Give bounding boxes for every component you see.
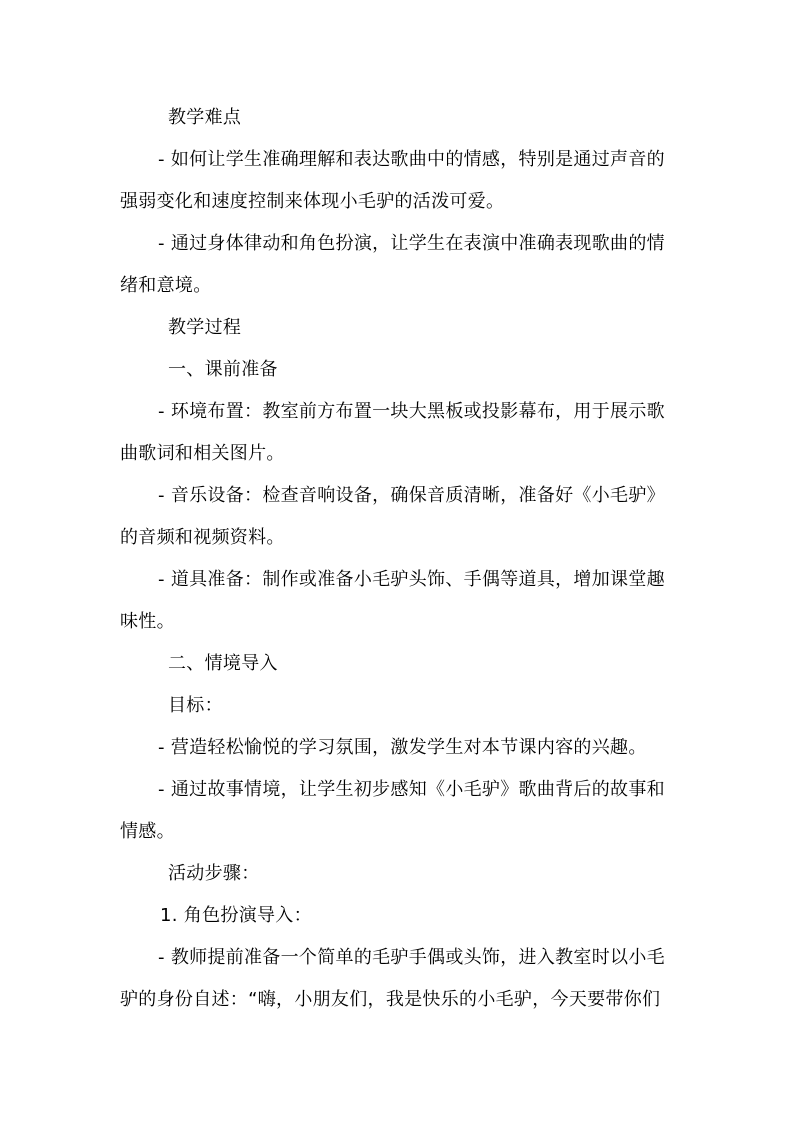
paragraph-line: - 道具准备：制作或准备小毛驴头饰、手偶等道具，增加课堂趣 bbox=[158, 569, 665, 590]
heading-situation-introduction: 二、情境导入 bbox=[168, 653, 278, 674]
paragraph-line: 味性。 bbox=[120, 611, 175, 632]
label-activity-steps: 活动步骤： bbox=[168, 863, 260, 884]
paragraph-line: - 教师提前准备一个简单的毛驴手偶或头饰，进入教室时以小毛 bbox=[158, 947, 665, 968]
paragraph-line: 绪和意境。 bbox=[120, 275, 212, 296]
paragraph-line: - 如何让学生准确理解和表达歌曲中的情感，特别是通过声音的 bbox=[158, 149, 665, 170]
paragraph-line: - 营造轻松愉悦的学习氛围，激发学生对本节课内容的兴趣。 bbox=[158, 737, 647, 758]
paragraph-line: - 通过身体律动和角色扮演，让学生在表演中准确表现歌曲的情 bbox=[158, 233, 665, 254]
paragraph-line: - 通过故事情境，让学生初步感知《小毛驴》歌曲背后的故事和 bbox=[158, 779, 665, 800]
paragraph-line: 情感。 bbox=[120, 821, 175, 842]
paragraph-line: - 环境布置：教室前方布置一块大黑板或投影幕布，用于展示歌 bbox=[158, 401, 665, 422]
step-role-play: 1. 角色扮演导入： bbox=[160, 905, 312, 926]
label-goal: 目标： bbox=[168, 695, 223, 716]
heading-pre-class-preparation: 一、课前准备 bbox=[168, 359, 278, 380]
paragraph-line: 驴的身份自述：“嗨，小朋友们，我是快乐的小毛驴，今天要带你们 bbox=[120, 989, 661, 1010]
paragraph-line: - 音乐设备：检查音响设备，确保音质清晰，准备好《小毛驴》 bbox=[158, 485, 665, 506]
heading-teaching-process: 教学过程 bbox=[168, 317, 242, 338]
heading-teaching-difficulties: 教学难点 bbox=[168, 107, 242, 128]
paragraph-line: 的音频和视频资料。 bbox=[120, 527, 285, 548]
paragraph-line: 曲歌词和相关图片。 bbox=[120, 443, 285, 464]
paragraph-line: 强弱变化和速度控制来体现小毛驴的活泼可爱。 bbox=[120, 191, 505, 212]
